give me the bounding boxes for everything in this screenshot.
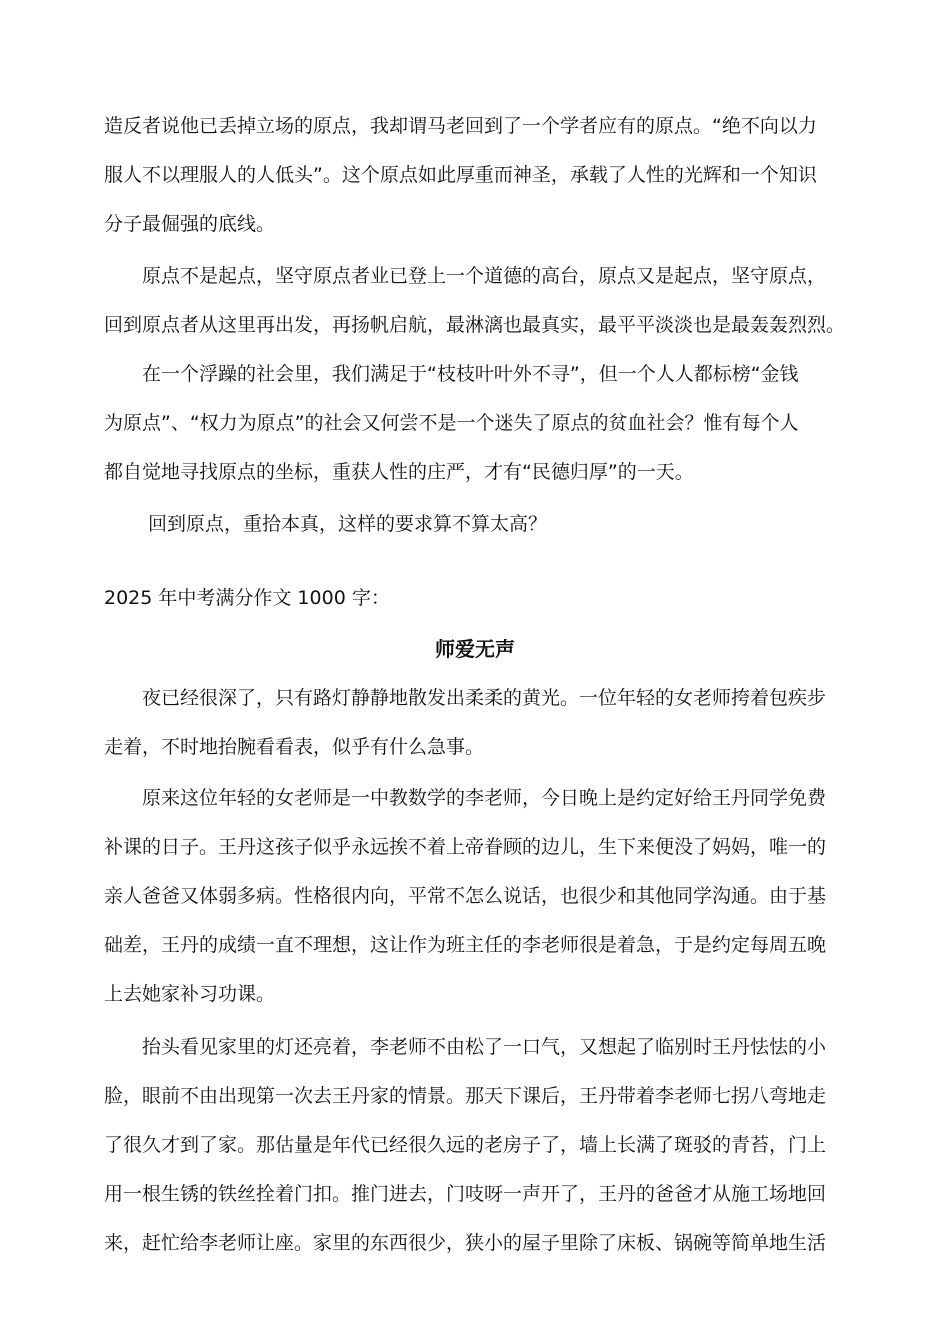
text-line: 亲人爸爸又体弱多病。性格很内向，平常不怎么说话，也很少和其他同学沟通。由于基 [104, 885, 827, 907]
text-line: 原来这位年轻的女老师是一中教数学的李老师，今日晚上是约定好给王丹同学免费 [142, 787, 827, 809]
text-line: 回到原点，重拾本真，这样的要求算不算太高？ [148, 513, 548, 535]
text-line: 走着，不时地抬腕看看表，似乎有什么急事。 [104, 736, 485, 758]
text-line: 为原点”、“权力为原点”的社会又何尝不是一个迷失了原点的贫血社会？惟有每个人 [104, 412, 799, 434]
text-line: 回到原点者从这里再出发，再扬帆启航，最淋漓也最真实，最平平淡淡也是最轰轰烈烈。 [104, 314, 846, 336]
text-line: 原点不是起点，坚守原点者业已登上一个道德的高台，原点又是起点，坚守原点， [142, 265, 827, 287]
text-line: 础差，王丹的成绩一直不理想，这让作为班主任的李老师很是着急，于是约定每周五晚 [104, 934, 827, 956]
text-line: 服人不以理服人的人低头”。这个原点如此厚重而神圣，承载了人性的光辉和一个知识 [104, 164, 817, 186]
text-line: 补课的日子。王丹这孩子似乎永远挨不着上帝眷顾的边儿，生下来便没了妈妈，唯一的 [104, 836, 827, 858]
text-line: 用一根生锈的铁丝拴着门扣。推门进去，门吱呀一声开了，王丹的爸爸才从施工场地回 [104, 1183, 827, 1205]
text-line: 了很久才到了家。那估量是年代已经很久远的老房子了，墙上长满了斑驳的青苔，门上 [104, 1134, 827, 1156]
text-line: 造反者说他已丢掉立场的原点，我却谓马老回到了一个学者应有的原点。“绝不向以力 [104, 115, 817, 137]
text-line: 夜已经很深了，只有路灯静静地散发出柔柔的黄光。一位年轻的女老师挎着包疾步 [142, 687, 827, 709]
text-line: 抬头看见家里的灯还亮着，李老师不由松了一口气，又想起了临别时王丹怯怯的小 [142, 1036, 827, 1058]
text-line: 都自觉地寻找原点的坐标，重获人性的庄严，才有“民德归厚”的一天。 [104, 461, 694, 483]
text-line: 上去她家补习功课。 [104, 983, 276, 1005]
text-line: 在一个浮躁的社会里，我们满足于“枝枝叶叶外不寻”，但一个人人都标榜“金钱 [142, 363, 799, 385]
essay-title: 师爱无声 [435, 637, 515, 661]
section-heading: 2025 年中考满分作文 1000 字： [104, 587, 390, 609]
text-line: 脸，眼前不由出现第一次去王丹家的情景。那天下课后，王丹带着李老师七拐八弯地走 [104, 1085, 827, 1107]
text-line: 分子最倔强的底线。 [104, 213, 276, 235]
text-line: 来，赶忙给李老师让座。家里的东西很少，狭小的屋子里除了床板、锅碗等简单地生活 [104, 1232, 827, 1254]
